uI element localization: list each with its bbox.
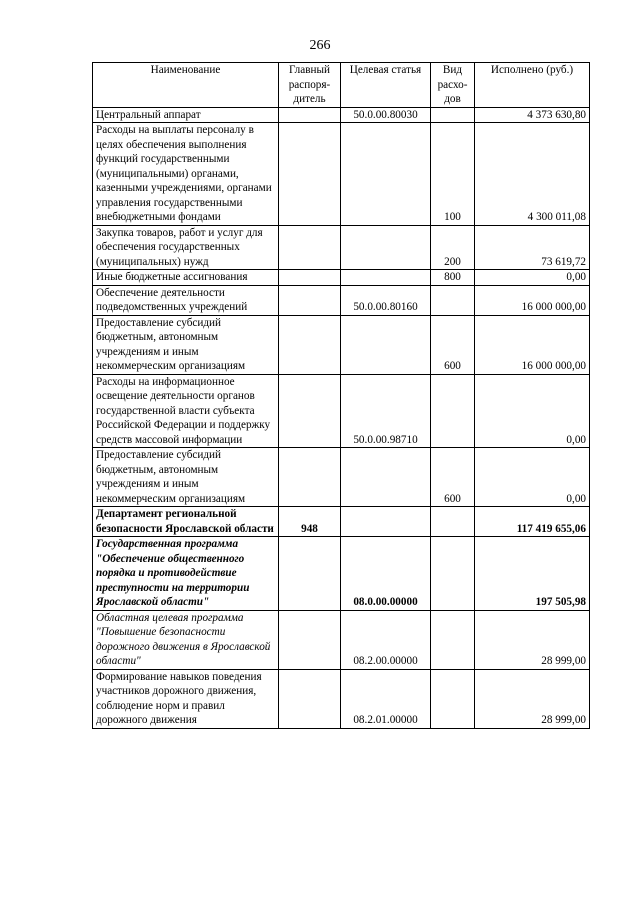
table-row	[93, 669, 590, 728]
cell-vid: 800	[431, 270, 475, 286]
table-row	[93, 285, 590, 315]
cell-cel	[341, 123, 431, 226]
cell-isp: 117 419 655,06	[475, 507, 590, 537]
cell-cel	[341, 448, 431, 507]
header-vid: Вид расхо-дов	[431, 63, 475, 108]
cell-name: Формирование навыков поведения участников дорожного движения, соблюдение норм и правил дорожного движения	[93, 669, 279, 728]
cell-vid: 600	[431, 448, 475, 507]
cell-name: Центральный аппарат	[93, 107, 279, 123]
cell-cel: 50.0.00.80030	[341, 107, 431, 123]
cell-vid: 100	[431, 123, 475, 226]
cell-name: Областная целевая программа "Повышение безопасности дорожного движения в Ярославской области"	[93, 610, 279, 669]
cell-isp: 0,00	[475, 374, 590, 448]
cell-glav	[279, 270, 341, 286]
cell-glav	[279, 610, 341, 669]
table-header-row	[93, 63, 590, 108]
cell-name: Расходы на выплаты персоналу в целях обеспечения выполнения функций государственными (муниципальными) органами, казенными учреждениями, органами управления государственными внебюджетными фондами	[93, 123, 279, 226]
cell-isp: 28 999,00	[475, 610, 590, 669]
page-number: 266	[309, 38, 331, 53]
cell-glav	[279, 225, 341, 270]
cell-name: Предоставление субсидий бюджетным, автономным учреждениям и иным некоммерческим организациям	[93, 448, 279, 507]
cell-vid	[431, 537, 475, 611]
header-glav: Главный распоря-дитель	[279, 63, 341, 108]
cell-isp: 16 000 000,00	[475, 315, 590, 374]
cell-vid: 600	[431, 315, 475, 374]
cell-name: Департамент региональной безопасности Ярославской области	[93, 507, 279, 537]
header-cel: Целевая статья	[341, 63, 431, 108]
cell-isp: 4 373 630,80	[475, 107, 590, 123]
table-row-department	[93, 507, 590, 537]
cell-cel: 08.2.00.00000	[341, 610, 431, 669]
cell-cel	[341, 507, 431, 537]
cell-name: Закупка товаров, работ и услуг для обеспечения государственных (муниципальных) нужд	[93, 225, 279, 270]
cell-glav	[279, 448, 341, 507]
cell-isp: 0,00	[475, 270, 590, 286]
cell-vid: 200	[431, 225, 475, 270]
cell-cel: 50.0.00.80160	[341, 285, 431, 315]
cell-vid	[431, 610, 475, 669]
cell-glav	[279, 537, 341, 611]
cell-isp: 4 300 011,08	[475, 123, 590, 226]
cell-name: Предоставление субсидий бюджетным, автономным учреждениям и иным некоммерческим организациям	[93, 315, 279, 374]
cell-cel: 08.2.01.00000	[341, 669, 431, 728]
cell-glav	[279, 107, 341, 123]
cell-glav	[279, 374, 341, 448]
header-isp: Исполнено (руб.)	[475, 63, 590, 108]
cell-vid	[431, 507, 475, 537]
table-row	[93, 374, 590, 448]
cell-cel	[341, 315, 431, 374]
cell-glav: 948	[279, 507, 341, 537]
table-row	[93, 448, 590, 507]
table-row-target-program	[93, 610, 590, 669]
cell-cel	[341, 270, 431, 286]
cell-cel	[341, 225, 431, 270]
table-row	[93, 107, 590, 123]
table-row	[93, 270, 590, 286]
cell-glav	[279, 285, 341, 315]
cell-isp: 73 619,72	[475, 225, 590, 270]
cell-isp: 16 000 000,00	[475, 285, 590, 315]
expenditure-table	[92, 62, 590, 729]
cell-glav	[279, 315, 341, 374]
cell-vid	[431, 107, 475, 123]
table-row	[93, 225, 590, 270]
cell-glav	[279, 123, 341, 226]
cell-isp: 28 999,00	[475, 669, 590, 728]
cell-isp: 0,00	[475, 448, 590, 507]
table-row	[93, 123, 590, 226]
cell-cel: 50.0.00.98710	[341, 374, 431, 448]
cell-vid	[431, 374, 475, 448]
table-row-state-program	[93, 537, 590, 611]
cell-cel: 08.0.00.00000	[341, 537, 431, 611]
cell-name: Обеспечение деятельности подведомственных учреждений	[93, 285, 279, 315]
cell-glav	[279, 669, 341, 728]
table-row	[93, 315, 590, 374]
cell-name: Государственная программа "Обеспечение общественного порядка и противодействие преступности на территории Ярославской области"	[93, 537, 279, 611]
cell-name: Иные бюджетные ассигнования	[93, 270, 279, 286]
cell-vid	[431, 285, 475, 315]
header-name: Наименование	[93, 63, 279, 108]
cell-name: Расходы на информационное освещение деятельности органов государственной власти субъекта Российской Федерации и поддержку средств массовой информации	[93, 374, 279, 448]
cell-isp: 197 505,98	[475, 537, 590, 611]
cell-vid	[431, 669, 475, 728]
